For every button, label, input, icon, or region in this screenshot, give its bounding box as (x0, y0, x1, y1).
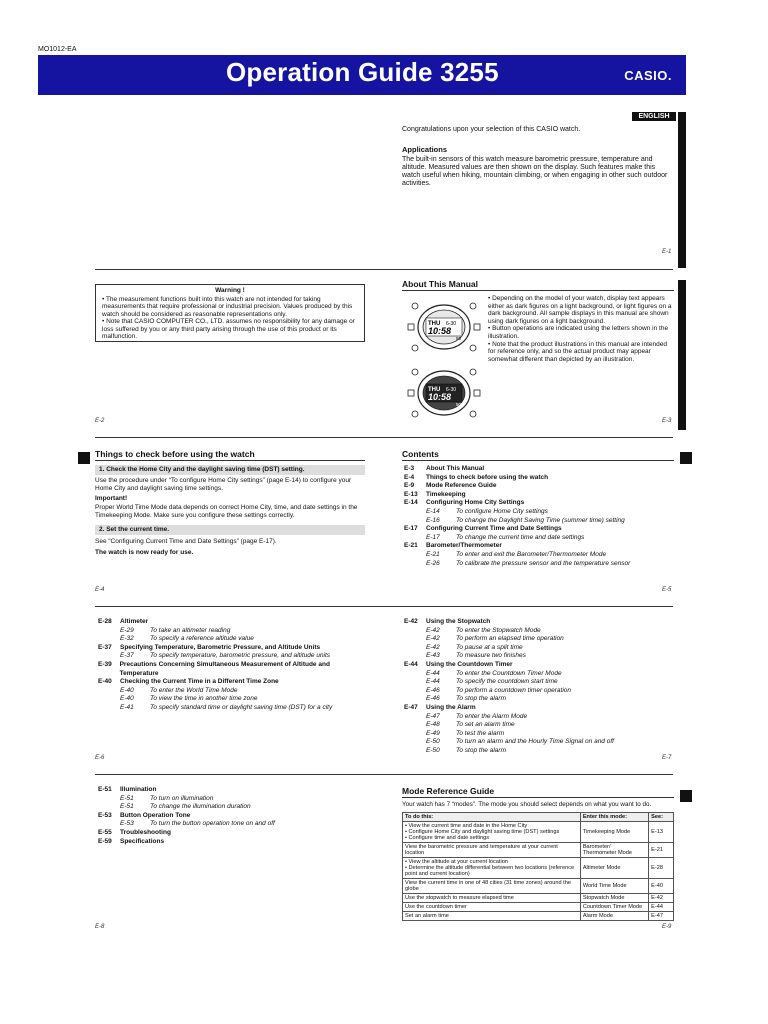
toc-entry (98, 838, 366, 847)
toc-text: To change the illumination duration (150, 803, 251, 811)
table-cell-mode: Timekeeping Mode (580, 822, 648, 843)
toc-page: E-44 (426, 669, 440, 677)
toc-text: To specify the countdown start time (456, 678, 558, 686)
toc-page: E-42 (426, 643, 440, 651)
page-number: E-8 (95, 924, 105, 930)
congrats-text: Congratulations upon your selection of this CASIO watch. (402, 126, 581, 133)
toc-entry (404, 713, 676, 722)
toc-entry (98, 820, 366, 829)
table-row (403, 879, 674, 894)
toc-text: Using the Countdown Timer (426, 660, 513, 668)
toc-page: E-42 (404, 618, 418, 625)
toc-entry (98, 803, 366, 812)
table-cell-do: Set an alarm time (403, 912, 581, 921)
mode-ref-table (402, 812, 674, 921)
toc-entry (404, 687, 676, 696)
table-cell-mode: Stopwatch Mode (580, 894, 648, 903)
section-marker (680, 452, 692, 464)
table-cell-mode: Altimeter Mode (580, 858, 648, 879)
applications-title: Applications (402, 145, 448, 154)
toc-entry (98, 704, 366, 713)
toc-entry (404, 704, 676, 713)
toc-entry (404, 747, 676, 756)
toc-text: To change the current time and date settings (456, 533, 585, 541)
toc-entry (98, 644, 366, 653)
things-rule (95, 460, 365, 461)
toc-page: E-40 (120, 695, 134, 703)
about-item: • Note that the product illustrations in this manual are intended for reference only, and so the actual product may appear somewhat different than depicted by an illustration. (488, 340, 667, 363)
table-row (403, 903, 674, 912)
toc-page: E-21 (426, 550, 440, 558)
toc-page: E-40 (98, 678, 112, 686)
col-header: See: (649, 813, 674, 822)
toc-page: E-55 (98, 828, 112, 836)
toc-text: Timekeeping (426, 490, 466, 498)
about-rule (402, 290, 674, 291)
toc-text: To turn an alarm and the Hourly Time Signal on and off (456, 738, 614, 746)
toc-text: To stop the alarm (456, 746, 506, 754)
toc-entry (98, 652, 366, 661)
toc-page: E-4 (404, 473, 415, 481)
toc-entry (98, 635, 366, 644)
toc-entry (98, 627, 366, 636)
things-title: Things to check before using the watch (95, 449, 255, 459)
important-label: Important! (95, 495, 128, 502)
warning-item: • The measurement functions built into this watch are not intended for taking measurements that require professional or industrial precision. Values produced by this watch should be considered as reasonable representations only. (102, 295, 353, 318)
toc-text: To enter the Alarm Mode (456, 712, 528, 720)
section-marker (78, 452, 90, 464)
toc-entry (404, 560, 676, 569)
table-cell-do: View the barometric pressure and temperature at your current location (403, 843, 581, 858)
watch-illustration (404, 298, 484, 426)
warning-box (95, 284, 365, 342)
toc-page: E-39 (98, 660, 112, 668)
toc-text: Configuring Current Time and Date Settings (426, 525, 562, 533)
toc-page: E-14 (404, 499, 418, 507)
toc-page: E-29 (120, 626, 134, 634)
step2-text: See “Configuring Current Time and Date Settings” (page E-17). (95, 538, 277, 545)
toc-entry (404, 695, 676, 704)
toc-text: To configure Home City settings (456, 507, 548, 515)
toc-text: Configuring Home City Settings (426, 499, 525, 507)
toc-text: To stop the alarm (456, 695, 506, 703)
toc-page: E-13 (404, 490, 418, 498)
toc-text: To turn on illumination (150, 794, 214, 802)
toc-text: To set an alarm time (456, 721, 515, 729)
warning-title: Warning ! (215, 287, 245, 294)
contents-title: Contents (402, 449, 439, 459)
toc-entry (404, 465, 676, 474)
toc-page: E-49 (426, 729, 440, 737)
toc-entry (404, 644, 676, 653)
toc-entry (98, 829, 366, 838)
toc-page: E-47 (426, 712, 440, 720)
important-text: Proper World Time Mode data depends on correct Home City, time, and date settings in the Timekeeping Mode. Make sure you configure these settings correctly. (95, 504, 358, 519)
page-title: Operation Guide 3255 (226, 57, 499, 87)
page-number: E-1 (662, 249, 672, 255)
table-cell-see: E-13 (649, 822, 674, 843)
toc-page: E-50 (426, 746, 440, 754)
side-bar-1 (678, 112, 686, 268)
watch-date: 6-30 (446, 321, 457, 327)
toc-page: E-46 (426, 686, 440, 694)
toc-entry (98, 695, 366, 704)
watch-day: THU (428, 321, 441, 327)
toc-list-left (98, 618, 366, 713)
toc-text: To change the Daylight Saving Time (summer time) setting (456, 516, 625, 524)
toc-page: E-42 (426, 626, 440, 634)
table-cell-do: Use the stopwatch to measure elapsed time (403, 894, 581, 903)
table-row (403, 843, 674, 858)
toc-text: Specifying Temperature, Barometric Pressure, and Altitude Units (120, 643, 321, 651)
toc-entry (404, 738, 676, 747)
table-cell-do: Use the countdown timer (403, 903, 581, 912)
page-number: E-2 (95, 418, 105, 424)
toc-text: Troubleshooting (120, 828, 171, 836)
divider (95, 437, 673, 438)
table-cell-mode: Alarm Mode (580, 912, 648, 921)
toc-text: To specify standard time or daylight saving time (DST) for a city (150, 703, 333, 711)
toc-text: To calibrate the pressure sensor and the temperature sensor (456, 559, 631, 567)
toc-entry (98, 678, 366, 687)
toc-page: E-51 (98, 786, 112, 793)
table-row (403, 822, 674, 843)
mode-ref-rule (402, 797, 674, 798)
table-cell-do: • View the altitude at your current location • Determine the altitude differential between two locations (reference point and current location) (403, 858, 581, 879)
toc-text: Button Operation Tone (120, 811, 191, 819)
toc-entry (404, 551, 676, 560)
page-number: E-4 (95, 587, 105, 593)
toc-text: Specifications (120, 837, 165, 845)
toc-list-right (404, 618, 676, 756)
table-cell-do: • View the current time and date in the Home City • Configure Home City and daylight saving time (DST) settings • Configure time and date settings (403, 822, 581, 843)
toc-entry (404, 618, 676, 627)
page-number: E-6 (95, 755, 105, 761)
page-number: E-5 (662, 587, 672, 593)
toc-text: Using the Stopwatch (426, 618, 491, 625)
table-cell-see: E-28 (649, 858, 674, 879)
toc-text: Precautions Concerning Simultaneous Measurement of Altitude and Temperature (119, 660, 330, 677)
toc-entry (404, 491, 676, 500)
toc-page: E-17 (426, 533, 440, 541)
toc-entry (404, 499, 676, 508)
toc-text: To enter and exit the Barometer/Thermometer Mode (456, 550, 607, 558)
col-header: To do this: (403, 813, 581, 822)
toc-page: E-26 (426, 559, 440, 567)
toc-page: E-21 (404, 542, 418, 550)
applications-text: The built-in sensors of this watch measure barometric pressure, temperature and altitude. Measured values are then shown on the display. Such features make this watch useful when hiking, mountain climbing, or when engaging in other such outdoor activities. (402, 156, 668, 187)
toc-entry (98, 786, 366, 795)
side-bar-2 (678, 280, 686, 430)
toc-text: To enter the World Time Mode (150, 686, 238, 694)
warning-item: • Note that CASIO COMPUTER CO., LTD. assumes no responsibility for any damage or loss suffered by you or any third party arising through the use of this product or its malfunction. (102, 318, 355, 340)
toc-text: Using the Alarm (426, 703, 476, 711)
toc-text: To test the alarm (456, 729, 505, 737)
toc-page: E-44 (426, 678, 440, 686)
language-tab: ENGLISH (632, 112, 676, 121)
brand-logo: CASIO. (624, 68, 672, 83)
toc-entry (404, 661, 676, 670)
toc-entry (404, 652, 676, 661)
toc-entry (404, 542, 676, 551)
about-title: About This Manual (402, 279, 479, 289)
toc-page: E-42 (426, 635, 440, 643)
toc-text: To view the time in another time zone (150, 695, 258, 703)
toc-page: E-59 (98, 837, 112, 845)
toc-text: To measure two finishes (456, 652, 526, 660)
contents-list (404, 465, 676, 568)
toc-page: E-51 (120, 803, 134, 811)
toc-page: E-14 (426, 507, 440, 515)
toc-page: E-9 (404, 482, 415, 490)
toc-page: E-28 (98, 618, 112, 625)
toc-page: E-44 (404, 660, 418, 668)
toc-text: To turn the button operation tone on and off (150, 820, 275, 828)
toc-text: To specify temperature, barometric pressure, and altitude units (150, 652, 331, 660)
toc-text: To take an altimeter reading (150, 626, 231, 634)
toc-text: To enter the Stopwatch Mode (456, 626, 541, 634)
table-cell-see: E-44 (649, 903, 674, 912)
divider (95, 774, 673, 775)
divider (95, 269, 673, 270)
toc-text: Barometer/Thermometer (426, 542, 502, 550)
toc-page: E-3 (404, 465, 415, 472)
section-marker (680, 790, 692, 802)
watch-face-bottom (408, 369, 480, 417)
toc-text: Things to check before using the watch (426, 473, 549, 481)
document-code: MO1012-EA (38, 46, 77, 53)
watch-seconds: 50 (456, 336, 462, 341)
toc-page: E-46 (426, 695, 440, 703)
toc-page: E-40 (120, 686, 134, 694)
table-cell-mode: Countdown Timer Mode (580, 903, 648, 912)
table-row (403, 894, 674, 903)
toc-entry (404, 508, 676, 517)
toc-text: Checking the Current Time in a Different Time Zone (120, 678, 279, 686)
toc-text: Illumination (120, 786, 157, 793)
toc-page: E-50 (426, 738, 440, 746)
toc-text: To pause at a split time (456, 643, 523, 651)
col-header: Enter this mode: (580, 813, 648, 822)
toc-entry (404, 670, 676, 679)
toc-text: To perform an elapsed time operation (456, 635, 564, 643)
contents-rule (402, 460, 674, 461)
toc-entry (404, 627, 676, 636)
toc-entry (404, 678, 676, 687)
table-cell-mode: World Time Mode (580, 879, 648, 894)
toc-entry (404, 635, 676, 644)
toc-text: To perform a countdown timer operation (456, 686, 572, 694)
title-banner (38, 55, 686, 95)
toc-entry (98, 618, 366, 627)
toc-entry (404, 525, 676, 534)
toc-page: E-47 (404, 703, 418, 711)
toc-page: E-32 (120, 635, 134, 643)
mode-ref-table-wrap (402, 812, 674, 921)
about-item: • Button operations are indicated using the letters shown in the illustration. (488, 325, 669, 340)
page-number: E-3 (662, 418, 672, 424)
toc-page: E-53 (120, 820, 134, 828)
toc-text: Mode Reference Guide (426, 482, 497, 490)
about-item: • Depending on the model of your watch, display text appears either as dark figures on a light background, or light figures on a dark background. All sample displays in this manual are shown using dark figures on a light background. (488, 295, 672, 325)
divider (95, 606, 673, 607)
table-cell-see: E-47 (649, 912, 674, 921)
table-row (403, 912, 674, 921)
toc-page: E-41 (120, 703, 134, 711)
page-number: E-9 (662, 924, 672, 930)
step1-text: Use the procedure under “To configure Home City settings” (page E-14) to configure your Home City and daylight saving time settings. (95, 477, 352, 492)
toc-page: E-48 (426, 721, 440, 729)
toc-entry (404, 534, 676, 543)
toc-text: To specify a reference altitude value (150, 635, 254, 643)
toc-page: E-43 (426, 652, 440, 660)
table-cell-mode: Barometer/ Thermometer Mode (580, 843, 648, 858)
toc-entry (98, 812, 366, 821)
toc-entry (404, 482, 676, 491)
toc-entry (404, 721, 676, 730)
toc-page: E-17 (404, 525, 418, 533)
watch-time: 10:58 (428, 392, 452, 402)
toc-list-last (98, 786, 366, 846)
toc-entry (404, 517, 676, 526)
toc-entry (404, 730, 676, 739)
page-number: E-7 (662, 755, 672, 761)
watch-date: 6-30 (446, 387, 457, 393)
toc-page: E-37 (120, 652, 134, 660)
about-list (488, 295, 674, 363)
step1-header: 1. Check the Home City and the daylight saving time (DST) setting. (95, 465, 365, 475)
watch-face-top (408, 303, 480, 351)
toc-text: To enter the Countdown Timer Mode (456, 669, 562, 677)
toc-page: E-53 (98, 811, 112, 819)
table-row (403, 858, 674, 879)
toc-text: About This Manual (426, 465, 485, 472)
toc-page: E-51 (120, 794, 134, 802)
ready-text: The watch is now ready for use. (95, 549, 194, 556)
watch-day: THU (428, 387, 441, 393)
toc-text: Altimeter (120, 618, 149, 625)
table-cell-see: E-42 (649, 894, 674, 903)
toc-entry (98, 795, 366, 804)
toc-page: E-16 (426, 516, 440, 524)
table-cell-see: E-21 (649, 843, 674, 858)
watch-time: 10:58 (428, 326, 452, 336)
mode-ref-intro: Your watch has 7 “modes”. The mode you should select depends on what you want to do. (402, 801, 652, 808)
toc-page: E-37 (98, 643, 112, 651)
table-cell-see: E-40 (649, 879, 674, 894)
mode-ref-title: Mode Reference Guide (402, 786, 495, 796)
step2-header: 2. Set the current time. (95, 525, 365, 535)
table-cell-do: View the current time in one of 48 cities (31 time zones) around the globe (403, 879, 581, 894)
toc-entry (98, 661, 366, 678)
toc-entry (404, 474, 676, 483)
watch-seconds: 50 (456, 402, 462, 407)
toc-entry (98, 687, 366, 696)
